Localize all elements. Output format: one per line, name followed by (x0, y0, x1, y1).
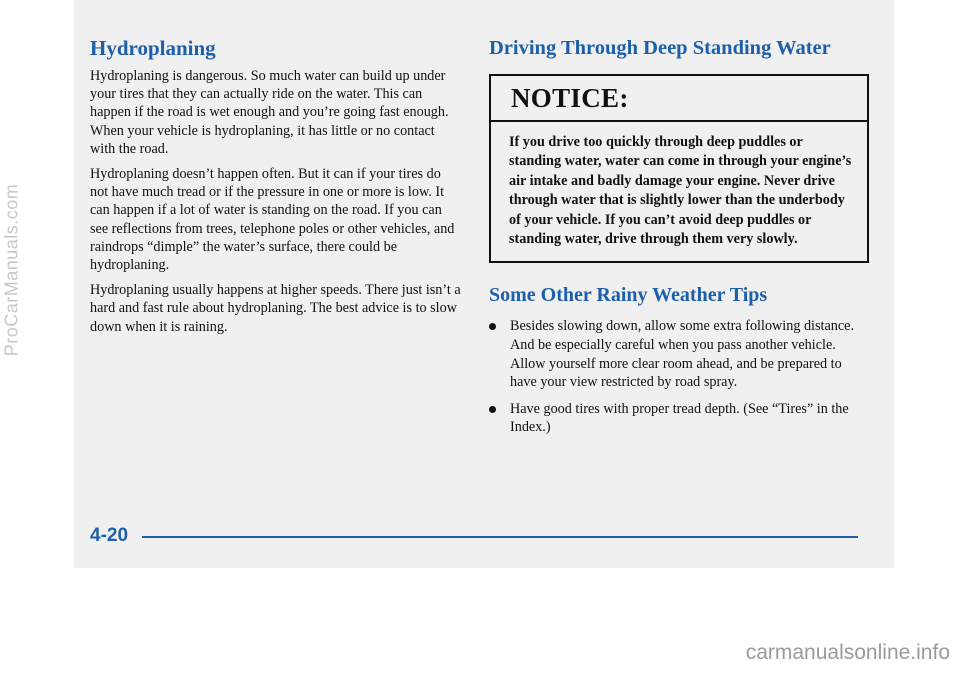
notice-body: If you drive too quickly through deep puddles or standing water, water can come in through your engine’s air intake and badly damage your engine. Never drive through water that is slightly lower than the underbody of your vehicle. If you can’t avoid deep puddles or standing water, drive through them very slowly. (509, 134, 852, 248)
bullet-icon (489, 323, 496, 330)
tip-text: Besides slowing down, allow some extra following distance. And be especially careful when you pass another vehicle. Allow yourself more clear room ahead, and be prepared to have your view restricted by road spray. (510, 318, 854, 391)
vertical-watermark (0, 170, 24, 370)
tip-item (489, 317, 863, 391)
tip-item (489, 400, 863, 437)
hydroplaning-paragraph-3: Hydroplaning usually happens at higher speeds. There just isn’t a hard and fast rule about hydroplaning. The best advice is to slow down when it is raining. (90, 282, 461, 335)
rainy-tips-list (489, 317, 863, 437)
footer-rule (142, 536, 858, 538)
bullet-icon (489, 406, 496, 413)
deep-water-section (489, 36, 863, 437)
hydroplaning-paragraph-2: Hydroplaning doesn’t happen often. But it can if your tires do not have much tread or if the pressure in one or more is low. It can happen if a lot of water is standing on the road. If you can see reflections from trees, telephone poles or other vehicles, and raindrops “dimple” the water’s surface, there could be hydroplaning. (90, 166, 455, 274)
hydroplaning-paragraph-1: Hydroplaning is dangerous. So much water can build up under your tires that they can actually ride on the water. This can happen if the road is wet enough and you’re going fast enough. When your vehicle is hydroplaning, it has little or no contact with the road. (90, 68, 449, 157)
bottom-watermark: carmanualsonline.info (745, 641, 950, 664)
hydroplaning-heading: Hydroplaning (90, 36, 216, 60)
page-footer (90, 524, 858, 548)
rainy-tips-heading: Some Other Rainy Weather Tips (489, 284, 768, 307)
hydroplaning-section (90, 36, 462, 336)
vertical-watermark-text: ProCarManuals.com (1, 183, 22, 357)
notice-title: NOTICE: (491, 76, 867, 122)
page-number: 4-20 (90, 525, 129, 546)
notice-box (489, 74, 869, 263)
deep-water-heading: Driving Through Deep Standing Water (489, 37, 831, 59)
tip-text: Have good tires with proper tread depth. (See “Tires” in the Index.) (510, 400, 849, 436)
